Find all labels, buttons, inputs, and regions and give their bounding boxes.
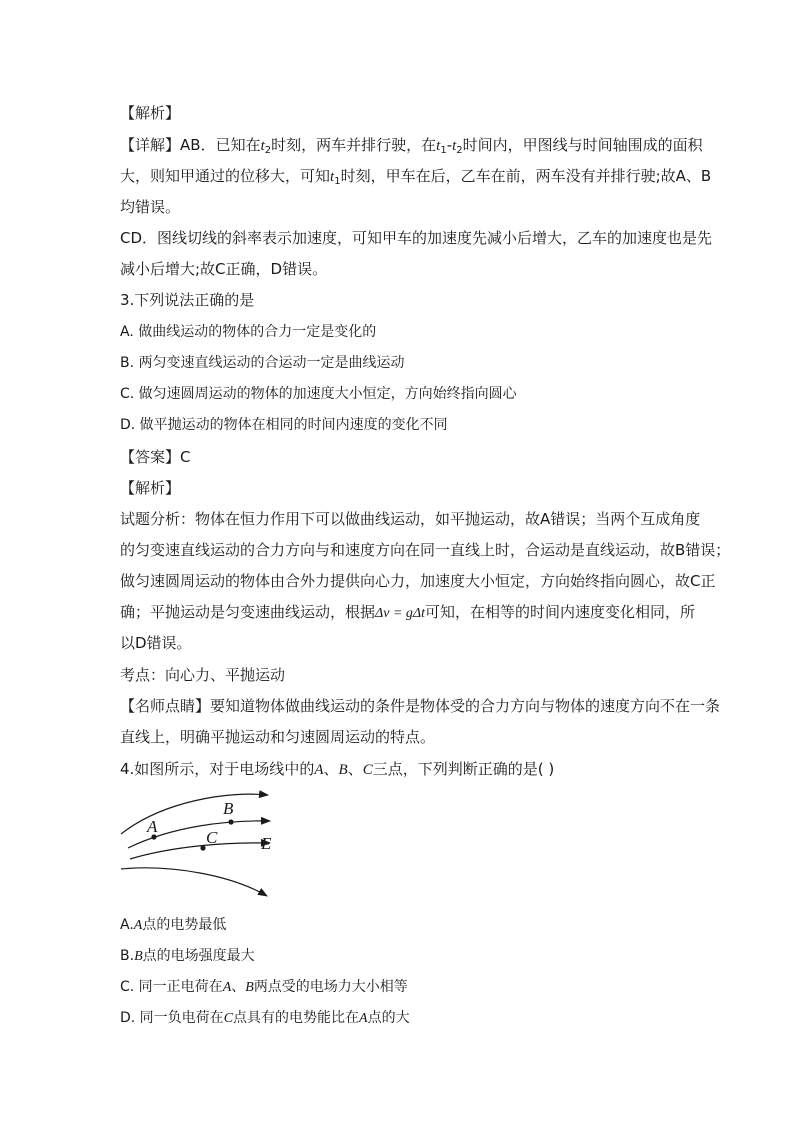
field-line-1 [121, 794, 268, 834]
q4-option-b: B.B点的电场强度最大 [120, 948, 255, 964]
q3-mingshi-line-1: 【名师点睛】要知道物体做曲线运动的条件是物体受的合力方向与物体的速度方向不在一条 [120, 697, 721, 715]
q3-kaodian: 考点：向心力、平抛运动 [120, 666, 286, 684]
label-b: B [223, 799, 234, 818]
q3-option-c: C. 做匀速圆周运动的物体的加速度大小恒定，方向始终指向圆心 [120, 386, 517, 402]
detail-line-4: CD．图线切线的斜率表示加速度，可知甲车的加速度先减小后增大，乙车的加速度也是先 [120, 229, 713, 247]
label-c: C [206, 828, 218, 847]
detail-line-5: 减小后增大;故C正确，D错误。 [120, 260, 328, 278]
q4-option-c: C. 同一正电荷在A、B两点受的电场力大小相等 [120, 979, 408, 995]
point-b-dot [228, 819, 233, 824]
detail-line-3: 均错误。 [120, 198, 181, 216]
q3-analysis-line-3: 做匀速圆周运动的物体由合外力提供向心力，加速度大小恒定，方向始终指向圆心，故C正 [120, 572, 716, 590]
q4-option-d: D. 同一负电荷在C点具有的电势能比在A点的大 [120, 1010, 410, 1026]
q3-analysis-line-2: 的匀变速直线运动的合力方向与和速度方向在同一直线上时，合运动是直线运动，故B错误； [120, 541, 731, 559]
field-line-4 [121, 868, 267, 896]
detail-line-2: 大，则知甲通过的位移大，可知$t_1$时刻，甲车在后，乙车在前，两车没有并排行驶;故A、B [120, 167, 712, 187]
q3-mingshi-line-2: 直线上，明确平抛运动和匀速圆周运动的特点。 [120, 728, 436, 746]
label-e: E [261, 834, 272, 853]
q3-answer: 【答案】C [120, 448, 191, 466]
q3-jiexi-heading: 【解析】 [120, 479, 181, 497]
detail-line-1: 【详解】AB．已知在$t_2$时刻，两车并排行驶，在$t_1-t_2$时间内，甲图线与时间轴围成的面积 [120, 136, 703, 156]
q4-option-a: A.A点的电势最低 [120, 917, 227, 933]
point-c-dot [200, 845, 205, 850]
q3-question: 3.下列说法正确的是 [120, 291, 255, 309]
electric-field-figure [118, 786, 288, 904]
q3-option-b: B. 两匀变速直线运动的合运动一定是曲线运动 [120, 355, 405, 371]
q3-option-d: D. 做平抛运动的物体在相同的时间内速度的变化不同 [120, 417, 448, 433]
label-a: A [147, 817, 158, 836]
q4-question: 4.如图所示，对于电场线中的A、B、C三点，下列判断正确的是( ) [120, 760, 555, 778]
q3-analysis-line-5: 以D错误。 [120, 634, 192, 652]
field-line-3 [130, 843, 270, 859]
q3-analysis-line-1: 试题分析：物体在恒力作用下可以做曲线运动，如平抛运动，故A错误；当两个互成角度 [120, 510, 701, 528]
q3-analysis-line-4: 确；平抛运动是匀变速曲线运动，根据Δv = gΔt可知，在相等的时间内速度变化相同，所 [120, 603, 696, 621]
q3-option-a: A. 做曲线运动的物体的合力一定是变化的 [120, 324, 377, 340]
formula: Δv = gΔt [375, 606, 425, 621]
jiexi-heading: 【解析】 [120, 104, 181, 122]
